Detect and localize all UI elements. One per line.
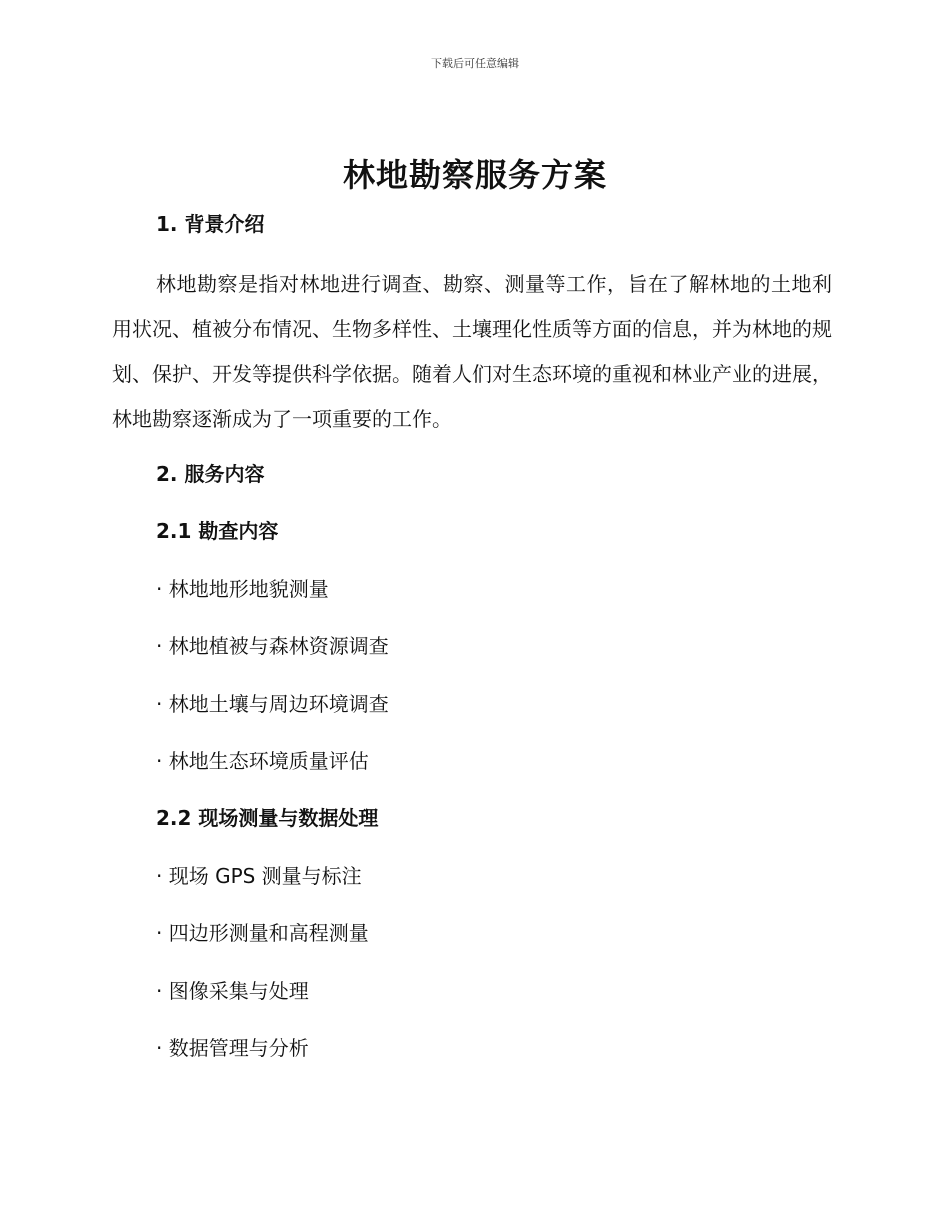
list-item: · 四边形测量和高程测量 (156, 921, 369, 945)
list-item: · 林地土壤与周边环境调查 (156, 692, 389, 716)
section-heading-background: 1. 背景介绍 (156, 212, 265, 236)
list-item: · 图像采集与处理 (156, 979, 309, 1003)
list-item: · 数据管理与分析 (156, 1036, 309, 1060)
subsection-heading-field-measurement: 2.2 现场测量与数据处理 (156, 806, 379, 830)
list-item: · 林地植被与森林资源调查 (156, 634, 389, 658)
list-item: · 现场 GPS 测量与标注 (156, 864, 362, 888)
page-header: 下载后可任意编辑 (431, 57, 519, 70)
section-heading-services: 2. 服务内容 (156, 462, 265, 486)
subsection-heading-survey-content: 2.1 勘查内容 (156, 519, 279, 543)
background-paragraph: 林地勘察是指对林地进行调查、勘察、测量等工作，旨在了解林地的土地利用状况、植被分布情况、生物多样性、土壤理化性质等方面的信息，并为林地的规划、保护、开发等提供科学依据。随着人们对生态环境的重视和林业产业的进展，林地勘察逐渐成为了一项重要的工作。 (112, 272, 832, 431)
document-title: 林地勘察服务方案 (342, 156, 607, 194)
list-item: · 林地地形地貌测量 (156, 577, 329, 601)
list-item: · 林地生态环境质量评估 (156, 749, 369, 773)
